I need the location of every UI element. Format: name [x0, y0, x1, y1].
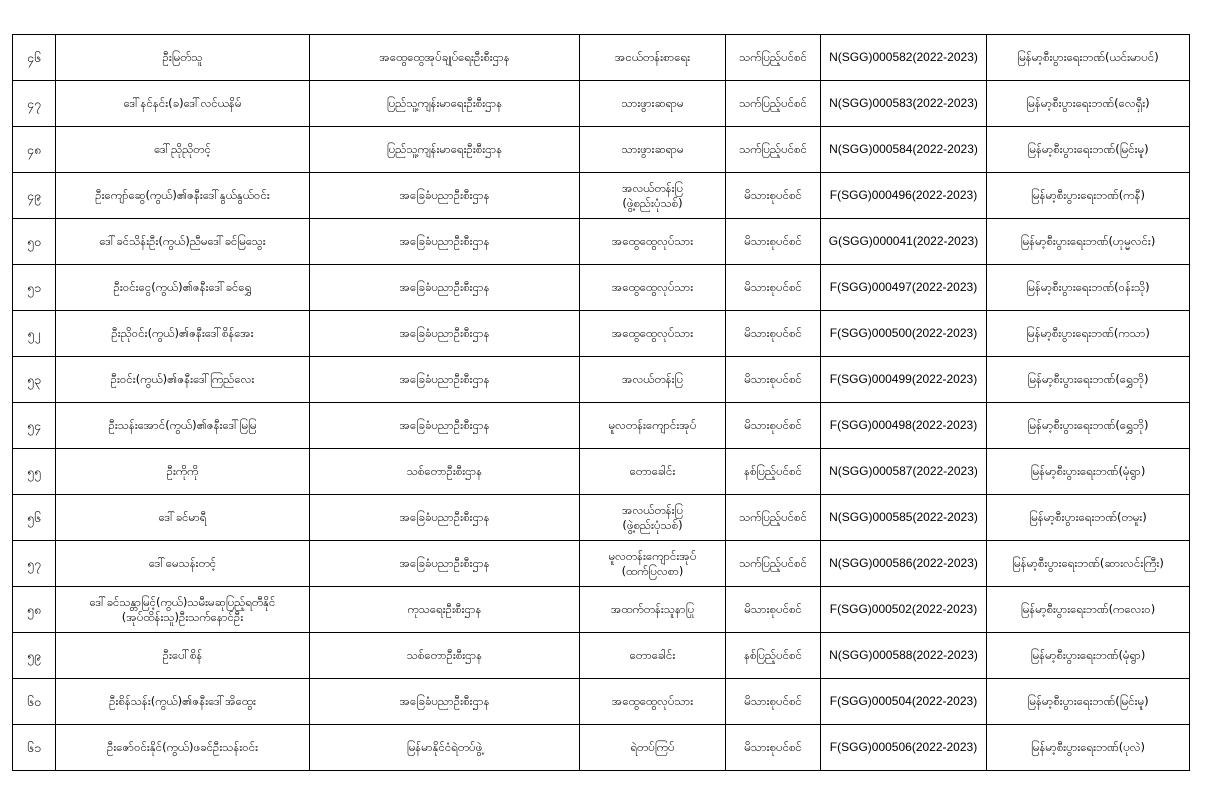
table-row: [13, 127, 1190, 173]
pension-type-cell: [726, 265, 821, 311]
rank-cell-text: အလယ်တန်းပြ: [621, 372, 684, 386]
table-row: [13, 633, 1190, 679]
name-cell-text: ဒေါ်ခင်သန္တာမြင့်(ကွယ်)သမီးမဆုပြည့်ရတီနိုင်: [89, 594, 276, 609]
pension-code-cell-text: N(SGG)000582(2022-2023): [829, 50, 978, 64]
department-cell: [310, 127, 580, 173]
pension-type-cell: [726, 495, 821, 541]
pension-type-cell: [726, 541, 821, 587]
name-cell: [56, 587, 310, 633]
pension-type-cell: [726, 403, 821, 449]
department-cell-text: အခြေခံပညာဦးစီးဌာန: [399, 372, 490, 386]
pension-type-cell-text: မိသားစုပင်စင်: [744, 326, 802, 340]
rank-cell: [580, 357, 726, 403]
row-number-text: ၅၃: [26, 372, 42, 387]
bank-branch-cell-text: မြန်မာ့စီးပွားရေးဘဏ်(မြင်းမူ): [1027, 142, 1149, 156]
department-cell: [310, 35, 580, 81]
name-cell: [56, 541, 310, 587]
bank-branch-cell-text: မြန်မာ့စီးပွားရေးဘဏ်(ယင်းမာပင်): [1017, 50, 1159, 64]
table-row: [13, 311, 1190, 357]
row-number: [13, 541, 56, 587]
table-row: [13, 81, 1190, 127]
pension-type-cell-text: မိသားစုပင်စင်: [744, 418, 802, 432]
name-cell-text: ဒေါ်ခင်မာရီ: [158, 510, 207, 524]
pension-code-cell-text: F(SGG)000498(2022-2023): [829, 418, 978, 432]
pension-code-cell-text: N(SGG)000585(2022-2023): [829, 510, 978, 524]
bank-branch-cell: [987, 357, 1190, 403]
table-row: [13, 449, 1190, 495]
table-row: [13, 495, 1190, 541]
department-cell-text: အခြေခံပညာဦးစီးဌာန: [399, 418, 490, 432]
rank-cell-text-line2: (ဖွဲ့စည်းပုံသစ်): [622, 195, 683, 210]
name-cell: [56, 679, 310, 725]
department-cell-text: အခြေခံပညာဦးစီးဌာန: [399, 188, 490, 202]
bank-branch-cell-text: မြန်မာ့စီးပွားရေးဘဏ်(ရွှေဘို): [1027, 418, 1149, 432]
pension-code-cell: [821, 265, 987, 311]
pension-code-cell-text: F(SGG)000497(2022-2023): [829, 280, 978, 294]
rank-cell: [580, 127, 726, 173]
department-cell-text: မြန်မာနိုင်ငံရဲတပ်ဖွဲ့: [406, 740, 483, 754]
rank-cell: [580, 35, 726, 81]
rank-cell: [580, 725, 726, 771]
row-number: [13, 173, 56, 219]
bank-branch-cell: [987, 725, 1190, 771]
name-cell: [56, 219, 310, 265]
name-cell-text: ဒေါ်မေသန်းတင့်: [148, 556, 217, 570]
department-cell-text: အခြေခံပညာဦးစီးဌာန: [399, 280, 490, 294]
name-cell-text: ဦးပေါ်စိန်: [162, 648, 203, 662]
rank-cell: [580, 265, 726, 311]
bank-branch-cell-text: မြန်မာ့စီးပွားရေးဘဏ်(မုံရွာ): [1030, 464, 1146, 478]
bank-branch-cell-text: မြန်မာ့စီးပွားရေးဘဏ်(ဆားလင်းကြီး): [1012, 556, 1164, 570]
pension-code-cell-text: F(SGG)000496(2022-2023): [829, 188, 978, 202]
name-cell-text-line2: (အုပ်ထိန်းသူ)ဦးသက်နောင်ဦး: [121, 609, 244, 624]
name-cell-text: ဦးသန်းအောင်(ကွယ်)၏ဇနီးဒေါ်မြမြ: [108, 418, 257, 432]
pension-type-cell-text: သက်ပြည့်ပင်စင်: [739, 510, 807, 524]
pension-type-cell-text: မိသားစုပင်စင်: [744, 234, 802, 248]
bank-branch-cell: [987, 679, 1190, 725]
row-number: [13, 587, 56, 633]
bank-branch-cell: [987, 541, 1190, 587]
rank-cell-text: အထွေထွေလုပ်သား: [611, 694, 694, 708]
name-cell: [56, 81, 310, 127]
row-number-text: ၅၇: [26, 556, 42, 571]
department-cell-text: အခြေခံပညာဦးစီးဌာန: [399, 510, 490, 524]
pension-code-cell-text: N(SGG)000584(2022-2023): [829, 142, 978, 156]
rank-cell: [580, 541, 726, 587]
rank-cell: [580, 679, 726, 725]
pension-type-cell: [726, 81, 821, 127]
pension-type-cell-text: သက်ပြည့်ပင်စင်: [739, 556, 807, 570]
row-number: [13, 403, 56, 449]
pension-type-cell: [726, 725, 821, 771]
bank-branch-cell: [987, 219, 1190, 265]
pension-code-cell: [821, 35, 987, 81]
table-row: [13, 265, 1190, 311]
bank-branch-cell-text: မြန်မာ့စီးပွားရေးဘဏ်(မုံရွာ): [1030, 648, 1146, 662]
department-cell: [310, 265, 580, 311]
pension-type-cell: [726, 219, 821, 265]
pension-code-cell-text: G(SGG)000041(2022-2023): [828, 234, 979, 248]
department-cell: [310, 311, 580, 357]
rank-cell: [580, 403, 726, 449]
department-cell: [310, 219, 580, 265]
pension-type-cell-text: သက်ပြည့်ပင်စင်: [739, 96, 807, 110]
table-row: [13, 587, 1190, 633]
rank-cell-text-line2: (ဖွဲ့စည်းပုံသစ်): [622, 517, 683, 532]
name-cell: [56, 127, 310, 173]
rank-cell-text-line2: (ထက်ပြလစာ): [621, 563, 684, 578]
name-cell-text: ဒေါ်ညိုညိုတင့်: [154, 142, 211, 156]
pension-code-cell-text: F(SGG)000504(2022-2023): [829, 694, 978, 708]
rank-cell: [580, 81, 726, 127]
row-number-text: ၅၅: [26, 464, 42, 479]
pension-type-cell: [726, 173, 821, 219]
rank-cell: [580, 587, 726, 633]
table-row: [13, 219, 1190, 265]
rank-cell: [580, 495, 726, 541]
rank-cell-text: ရဲတပ်ကြပ်: [630, 740, 675, 754]
pension-type-cell-text: မိသားစုပင်စင်: [744, 280, 802, 294]
pension-type-cell-text: မိသားစုပင်စင်: [744, 602, 802, 616]
table-row: [13, 357, 1190, 403]
name-cell-text: ဦးကိုကို: [166, 464, 199, 478]
bank-branch-cell-text: မြန်မာ့စီးပွားရေးဘဏ်(ပုလဲ): [1030, 740, 1146, 754]
pension-type-cell-text: သက်ပြည့်ပင်စင်: [739, 50, 807, 64]
department-cell: [310, 403, 580, 449]
bank-branch-cell-text: မြန်မာ့စီးပွားရေးဘဏ်(ကသာ): [1026, 326, 1150, 340]
pension-type-cell-text: မိသားစုပင်စင်: [744, 740, 802, 754]
bank-branch-cell: [987, 449, 1190, 495]
pension-code-cell: [821, 311, 987, 357]
pension-type-cell: [726, 357, 821, 403]
pension-code-cell-text: F(SGG)000502(2022-2023): [829, 602, 978, 616]
name-cell: [56, 311, 310, 357]
bank-branch-cell: [987, 311, 1190, 357]
row-number: [13, 219, 56, 265]
pension-type-cell-text: မိသားစုပင်စင်: [744, 372, 802, 386]
department-cell: [310, 725, 580, 771]
pension-code-cell: [821, 679, 987, 725]
rank-cell: [580, 311, 726, 357]
rank-cell-text: အလယ်တန်းပြ: [621, 502, 684, 517]
name-cell-text: ဦးမြတ်သူ: [162, 50, 203, 64]
bank-branch-cell: [987, 173, 1190, 219]
row-number-text: ၅၄: [26, 418, 42, 433]
department-cell-text: အထွေထွေအုပ်ချုပ်ရေးဦးစီးဌာန: [379, 50, 510, 64]
pension-type-cell: [726, 35, 821, 81]
name-cell-text: ဒေါ်နင်နင်း(ခ)ဒေါ်လင်ယနိမ်: [123, 96, 242, 110]
bank-branch-cell-text: မြန်မာ့စီးပွားရေးဘဏ်(လေရှီး): [1026, 96, 1150, 110]
rank-cell-text: အလယ်တန်းပြ: [621, 180, 684, 195]
pension-code-cell-text: F(SGG)000500(2022-2023): [829, 326, 978, 340]
rank-cell-text: မူလတန်းကျောင်းအုပ်: [608, 418, 697, 432]
bank-branch-cell-text: မြန်မာ့စီးပွားရေးဘဏ်(မြင်းမူ): [1027, 694, 1149, 708]
pension-type-cell: [726, 449, 821, 495]
row-number-text: ၅၀: [26, 234, 42, 249]
department-cell-text: သစ်တောဦးစီးဌာန: [406, 464, 483, 478]
pension-code-cell-text: N(SGG)000586(2022-2023): [829, 556, 978, 570]
row-number: [13, 357, 56, 403]
rank-cell-text: အထွေထွေလုပ်သား: [611, 280, 694, 294]
row-number: [13, 81, 56, 127]
bank-branch-cell-text: မြန်မာ့စီးပွားရေးဘဏ်(ဝန်းသို): [1026, 280, 1150, 294]
rank-cell-text: မူလတန်းကျောင်းအုပ်: [608, 548, 697, 563]
name-cell: [56, 633, 310, 679]
department-cell: [310, 679, 580, 725]
pension-code-cell: [821, 127, 987, 173]
pension-type-cell: [726, 587, 821, 633]
table-row: [13, 725, 1190, 771]
name-cell-text: ဦးဝင်းငွေ(ကွယ်)၏ဇနီးဒေါ်ခင်ရွှေ: [113, 280, 252, 294]
pension-code-cell: [821, 495, 987, 541]
pension-type-cell-text: သက်ပြည့်ပင်စင်: [739, 142, 807, 156]
row-number-text: ၄၇: [26, 96, 42, 111]
bank-branch-cell: [987, 495, 1190, 541]
row-number: [13, 495, 56, 541]
name-cell: [56, 35, 310, 81]
pension-code-cell-text: F(SGG)000506(2022-2023): [829, 740, 978, 754]
row-number-text: ၄၈: [26, 142, 42, 157]
pension-table: [12, 34, 1190, 771]
name-cell-text: ဦးစိန်သန်း(ကွယ်)၏ဇနီးဒေါ်အိထွေး: [109, 694, 256, 708]
bank-branch-cell-text: မြန်မာ့စီးပွားရေးဘဏ်(ကလေးဝ): [1020, 602, 1156, 616]
bank-branch-cell-text: မြန်မာ့စီးပွားရေးဘဏ်(တမူး): [1029, 510, 1147, 524]
name-cell-text: ဦးဇော်ဝင်းနိုင်(ကွယ်)ဖခင်ဦးသန်းဝင်း: [106, 740, 259, 754]
rank-cell-text: အထွေထွေလုပ်သား: [611, 234, 694, 248]
department-cell: [310, 541, 580, 587]
pension-code-cell-text: N(SGG)000587(2022-2023): [829, 464, 978, 478]
row-number: [13, 265, 56, 311]
row-number: [13, 127, 56, 173]
row-number-text: ၅၂: [27, 326, 41, 341]
rank-cell: [580, 633, 726, 679]
department-cell: [310, 173, 580, 219]
row-number-text: ၆၁: [26, 740, 42, 755]
pension-type-cell-text: နစ်ပြည့်ပင်စင်: [744, 648, 802, 662]
pension-code-cell: [821, 357, 987, 403]
name-cell: [56, 449, 310, 495]
pension-code-cell: [821, 403, 987, 449]
row-number-text: ၅၈: [26, 602, 42, 617]
department-cell: [310, 81, 580, 127]
bank-branch-cell: [987, 265, 1190, 311]
department-cell: [310, 357, 580, 403]
bank-branch-cell: [987, 587, 1190, 633]
table-row: [13, 403, 1190, 449]
pension-type-cell: [726, 679, 821, 725]
row-number-text: ၅၁: [26, 280, 42, 295]
pension-code-cell: [821, 541, 987, 587]
pension-code-cell: [821, 633, 987, 679]
pension-code-cell: [821, 81, 987, 127]
bank-branch-cell-text: မြန်မာ့စီးပွားရေးဘဏ်(ကနီ): [1031, 188, 1145, 202]
table-row: [13, 173, 1190, 219]
pension-code-cell: [821, 587, 987, 633]
pension-type-cell: [726, 127, 821, 173]
department-cell-text: ကုသရေးဦးစီးဌာန: [407, 602, 482, 616]
pension-code-cell: [821, 725, 987, 771]
table-row: [13, 679, 1190, 725]
name-cell-text: ဦးညိုဝင်း(ကွယ်)၏ဇနီးဒေါ်စိန်အေး: [111, 326, 254, 340]
name-cell: [56, 265, 310, 311]
rank-cell-text: တောခေါင်း: [629, 648, 676, 662]
row-number: [13, 449, 56, 495]
name-cell: [56, 357, 310, 403]
department-cell-text: ပြည်သူ့ကျန်းမာရေးဦးစီးဌာန: [386, 96, 503, 110]
rank-cell-text: အငယ်တန်းစာရေး: [614, 50, 691, 64]
row-number: [13, 35, 56, 81]
row-number-text: ၄၆: [26, 50, 42, 65]
name-cell: [56, 725, 310, 771]
pension-type-cell-text: နစ်ပြည့်ပင်စင်: [744, 464, 802, 478]
pension-code-cell-text: N(SGG)000583(2022-2023): [829, 96, 978, 110]
pension-code-cell: [821, 449, 987, 495]
bank-branch-cell: [987, 35, 1190, 81]
pension-code-cell-text: N(SGG)000588(2022-2023): [829, 648, 978, 662]
name-cell: [56, 173, 310, 219]
rank-cell-text: အထက်တန်းသူနာပြု: [610, 602, 695, 616]
row-number: [13, 725, 56, 771]
pension-type-cell: [726, 633, 821, 679]
table-row: [13, 541, 1190, 587]
department-cell-text: အခြေခံပညာဦးစီးဌာန: [399, 694, 490, 708]
name-cell: [56, 403, 310, 449]
pension-code-cell: [821, 219, 987, 265]
department-cell: [310, 587, 580, 633]
rank-cell-text: တောခေါင်း: [629, 464, 676, 478]
rank-cell-text: အထွေထွေလုပ်သား: [611, 326, 694, 340]
pension-type-cell: [726, 311, 821, 357]
pension-type-cell-text: မိသားစုပင်စင်: [744, 694, 802, 708]
pension-code-cell-text: F(SGG)000499(2022-2023): [829, 372, 978, 386]
rank-cell: [580, 219, 726, 265]
row-number: [13, 311, 56, 357]
department-cell: [310, 495, 580, 541]
department-cell-text: အခြေခံပညာဦးစီးဌာန: [399, 326, 490, 340]
department-cell: [310, 449, 580, 495]
pension-type-cell-text: မိသားစုပင်စင်: [744, 188, 802, 202]
rank-cell-text: သားဖွားဆရာမ: [621, 142, 684, 156]
bank-branch-cell: [987, 633, 1190, 679]
name-cell: [56, 495, 310, 541]
row-number-text: ၆၀: [26, 694, 42, 709]
bank-branch-cell: [987, 127, 1190, 173]
department-cell: [310, 633, 580, 679]
row-number-text: ၅၆: [26, 510, 42, 525]
bank-branch-cell-text: မြန်မာ့စီးပွားရေးဘဏ်(ဟုမ္မလင်း): [1020, 234, 1156, 248]
row-number-text: ၅၉: [26, 648, 42, 663]
name-cell-text: ဒေါ်ခင်သိန်းဦး(ကွယ်)ညီမဒေါ်ခင်မြသွေး: [99, 234, 266, 248]
table-row: [13, 35, 1190, 81]
row-number-text: ၄၉: [26, 188, 42, 203]
row-number: [13, 633, 56, 679]
bank-branch-cell-text: မြန်မာ့စီးပွားရေးဘဏ်(ရွှေဘို): [1027, 372, 1149, 386]
department-cell-text: အခြေခံပညာဦးစီးဌာန: [399, 234, 490, 248]
pension-code-cell: [821, 173, 987, 219]
rank-cell: [580, 173, 726, 219]
bank-branch-cell: [987, 403, 1190, 449]
department-cell-text: အခြေခံပညာဦးစီးဌာန: [399, 556, 490, 570]
rank-cell: [580, 449, 726, 495]
rank-cell-text: သားဖွားဆရာမ: [621, 96, 684, 110]
row-number: [13, 679, 56, 725]
name-cell-text: ဦးကျော်ဆွေ(ကွယ်)၏ဇနီးဒေါ်နွယ်နွယ်ဝင်း: [95, 188, 270, 202]
name-cell-text: ဦးဝင်း(ကွယ်)၏ဇနီးဒေါ်ကြည်လေး: [110, 372, 255, 386]
department-cell-text: ပြည်သူ့ကျန်းမာရေးဦးစီးဌာန: [386, 142, 503, 156]
bank-branch-cell: [987, 81, 1190, 127]
department-cell-text: သစ်တောဦးစီးဌာန: [406, 648, 483, 662]
